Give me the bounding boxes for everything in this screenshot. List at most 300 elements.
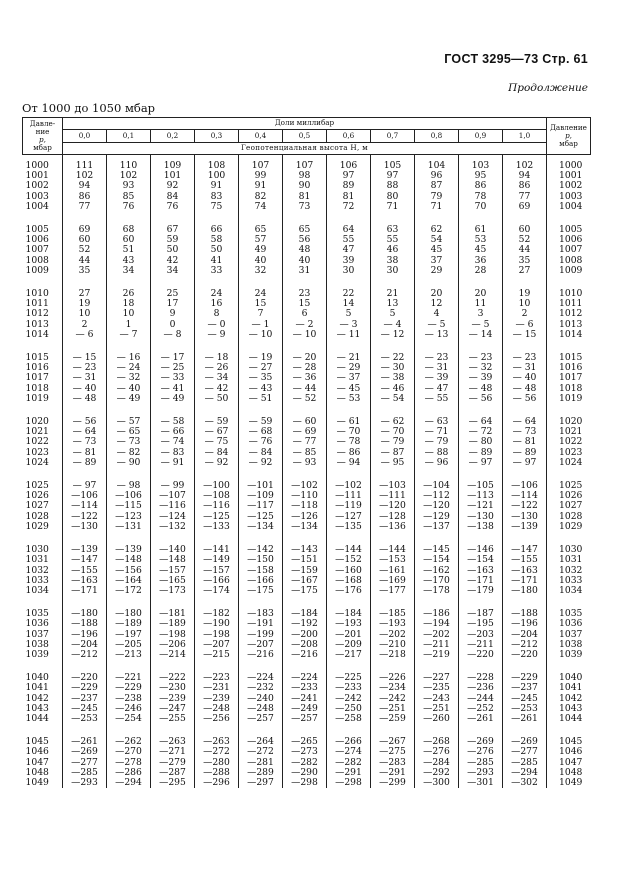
height-cell: 67 [151, 225, 195, 235]
height-cell: — 48 [503, 384, 547, 394]
height-cell: 25 [151, 289, 195, 299]
pressure-cell-right: 1015 [547, 353, 591, 363]
height-cell: — 78 [327, 437, 371, 447]
height-cell: 75 [195, 202, 239, 212]
height-cell: —268 [415, 737, 459, 747]
height-cell: 27 [503, 266, 547, 276]
height-cell: —277 [63, 758, 107, 768]
height-cell: 85 [107, 192, 151, 202]
height-cell: — 21 [327, 353, 371, 363]
height-cell: — 99 [151, 481, 195, 491]
pressure-cell: 1046 [25, 746, 49, 758]
height-cell: — 84 [239, 448, 283, 458]
pressure-cell-right: 1011 [547, 299, 591, 309]
pressure-cell-right: 1035 [547, 609, 591, 619]
height-cell: 32 [239, 266, 283, 276]
height-cell: — 24 [107, 363, 151, 373]
pressure-cell: 1020 [25, 416, 49, 428]
height-cell: 30 [327, 266, 371, 276]
height-cell: — 80 [459, 437, 503, 447]
height-cell: — 58 [151, 417, 195, 427]
height-cell: 55 [371, 235, 415, 245]
height-cell: — 94 [327, 458, 371, 468]
height-cell: —166 [239, 576, 283, 586]
height-cell: — 10 [283, 330, 327, 340]
height-cell: —139 [63, 545, 107, 555]
height-cell: — 59 [195, 417, 239, 427]
height-cell: 40 [239, 256, 283, 266]
height-cell: 18 [107, 299, 151, 309]
height-cell: 98 [283, 171, 327, 181]
height-cell: —217 [327, 650, 371, 660]
height-cell: 21 [371, 289, 415, 299]
height-cell: —168 [327, 576, 371, 586]
pressure-cell-right: 1014 [547, 330, 591, 340]
height-cell: —180 [503, 586, 547, 596]
height-cell: 77 [63, 202, 107, 212]
height-cell: —221 [107, 673, 151, 683]
height-cell: —196 [63, 630, 107, 640]
height-cell: — 26 [195, 363, 239, 373]
height-cell: 73 [283, 202, 327, 212]
height-cell: — 23 [459, 353, 503, 363]
height-cell: —298 [283, 778, 327, 788]
height-cell: —204 [63, 640, 107, 650]
pressure-cell-right: 1002 [547, 181, 591, 191]
height-cell: — 66 [151, 427, 195, 437]
pressure-cell-right: 1034 [547, 586, 591, 596]
table-row [23, 714, 591, 724]
height-cell: 19 [503, 289, 547, 299]
height-cell: —242 [371, 694, 415, 704]
height-cell: —254 [107, 714, 151, 724]
height-cell: 66 [195, 225, 239, 235]
fraction-caption: Доли миллибар [63, 118, 547, 130]
height-cell: 30 [371, 266, 415, 276]
height-cell: —269 [63, 747, 107, 757]
height-cell: —243 [415, 694, 459, 704]
height-cell: —148 [107, 555, 151, 565]
height-cell: — 49 [151, 394, 195, 404]
height-cell: 69 [503, 202, 547, 212]
height-cell: — 70 [327, 427, 371, 437]
height-cell: —134 [239, 522, 283, 532]
height-cell: — 45 [327, 384, 371, 394]
height-cell: 102 [503, 161, 547, 171]
height-cell: —116 [195, 501, 239, 511]
height-cell: —137 [415, 522, 459, 532]
pressure-cell-right: 1023 [547, 448, 591, 458]
height-cell: — 43 [239, 384, 283, 394]
height-cell: — 64 [63, 427, 107, 437]
height-cell: —156 [107, 566, 151, 576]
height-cell: —238 [107, 694, 151, 704]
height-cell: —120 [415, 501, 459, 511]
height-cell: —275 [371, 747, 415, 757]
height-cell: —234 [371, 683, 415, 693]
height-cell: 15 [283, 299, 327, 309]
height-cell: 71 [371, 202, 415, 212]
height-cell: 11 [459, 299, 503, 309]
height-cell: —285 [459, 758, 503, 768]
height-cell: — 1 [239, 320, 283, 330]
height-cell: —242 [327, 694, 371, 704]
height-cell: —255 [151, 714, 195, 724]
height-cell: — 89 [503, 448, 547, 458]
height-cell: —164 [107, 576, 151, 586]
height-cell: 80 [371, 192, 415, 202]
pressure-cell: 1034 [25, 584, 49, 596]
height-cell: —194 [415, 619, 459, 629]
height-cell: — 15 [503, 330, 547, 340]
height-cell: — 42 [195, 384, 239, 394]
pressure-cell: 1004 [25, 200, 49, 212]
pressure-cell: 1040 [25, 672, 49, 684]
height-cell: —266 [327, 737, 371, 747]
height-cell: —227 [415, 673, 459, 683]
height-cell: —109 [239, 491, 283, 501]
height-cell: 91 [239, 181, 283, 191]
height-cell: —148 [151, 555, 195, 565]
height-cell: —216 [239, 650, 283, 660]
height-cell: —220 [503, 650, 547, 660]
height-cell: —245 [503, 694, 547, 704]
height-cell: —130 [63, 522, 107, 532]
pressure-cell: 1019 [25, 392, 49, 404]
column-header: 0,0 [63, 130, 107, 143]
height-cell: 69 [63, 225, 107, 235]
height-cell: — 32 [459, 363, 503, 373]
height-cell: 82 [239, 192, 283, 202]
height-cell: —121 [459, 501, 503, 511]
pressure-cell: 1045 [25, 736, 49, 748]
height-cell: —295 [151, 778, 195, 788]
height-cell: —299 [371, 778, 415, 788]
height-cell: —188 [503, 609, 547, 619]
height-cell: 64 [327, 225, 371, 235]
height-cell: —248 [195, 704, 239, 714]
pressure-cell-right: 1000 [547, 161, 591, 171]
pressure-cell: 1027 [25, 500, 49, 512]
height-cell: 79 [415, 192, 459, 202]
height-cell: —191 [239, 619, 283, 629]
pressure-cell: 1030 [25, 544, 49, 556]
height-cell: —111 [371, 491, 415, 501]
pressure-cell-right: 1024 [547, 458, 591, 468]
height-cell: —247 [151, 704, 195, 714]
height-cell: —107 [151, 491, 195, 501]
height-cell: 101 [151, 171, 195, 181]
height-cell: —210 [371, 640, 415, 650]
height-cell: 41 [195, 256, 239, 266]
height-cell: —161 [371, 566, 415, 576]
height-cell: — 46 [371, 384, 415, 394]
height-cell: — 81 [63, 448, 107, 458]
pressure-cell-right: 1033 [547, 576, 591, 586]
height-cell: — 79 [415, 437, 459, 447]
height-cell: 44 [63, 256, 107, 266]
height-cell: — 40 [63, 384, 107, 394]
height-cell: 47 [327, 245, 371, 255]
height-cell: 35 [503, 256, 547, 266]
pressure-cell: 1016 [25, 362, 49, 374]
pressure-cell-right: 1049 [547, 778, 591, 788]
pressure-cell: 1026 [25, 490, 49, 502]
pressure-cell-right: 1047 [547, 758, 591, 768]
height-cell: —267 [371, 737, 415, 747]
height-cell: 34 [151, 266, 195, 276]
height-cell: —201 [327, 630, 371, 640]
height-cell: —205 [107, 640, 151, 650]
height-cell: 29 [415, 266, 459, 276]
height-cell: 2 [63, 320, 107, 330]
height-cell: 86 [503, 181, 547, 191]
height-cell: — 64 [503, 417, 547, 427]
height-cell: —179 [459, 586, 503, 596]
height-cell: — 97 [459, 458, 503, 468]
range-title: От 1000 до 1050 мбар [22, 101, 156, 115]
height-cell: — 73 [107, 437, 151, 447]
pressure-cell-right: 1017 [547, 373, 591, 383]
height-cell: —171 [63, 586, 107, 596]
height-cell: —163 [503, 566, 547, 576]
pressure-cell: 1017 [25, 372, 49, 384]
height-cell: — 93 [283, 458, 327, 468]
height-cell: —183 [239, 609, 283, 619]
pressure-cell: 1001 [25, 170, 49, 182]
height-cell: 68 [107, 225, 151, 235]
pressure-cell: 1012 [25, 308, 49, 320]
height-cell: 31 [283, 266, 327, 276]
height-cell: —185 [371, 609, 415, 619]
height-cell: —202 [371, 630, 415, 640]
pressure-cell-right: 1048 [547, 768, 591, 778]
height-cell: —282 [283, 758, 327, 768]
height-cell: —123 [107, 512, 151, 522]
height-cell: — 85 [283, 448, 327, 458]
height-cell: —252 [459, 704, 503, 714]
height-cell: 53 [459, 235, 503, 245]
height-cell: —130 [503, 512, 547, 522]
height-cell: —282 [327, 758, 371, 768]
pressure-cell-right: 1012 [547, 309, 591, 319]
height-cell: —166 [195, 576, 239, 586]
height-cell: —195 [459, 619, 503, 629]
height-cell: — 27 [239, 363, 283, 373]
height-cell: —222 [151, 673, 195, 683]
pressure-cell: 1041 [25, 682, 49, 694]
height-cell: — 7 [107, 330, 151, 340]
height-cell: —213 [107, 650, 151, 660]
height-cell: —108 [195, 491, 239, 501]
pressure-cell: 1007 [25, 244, 49, 256]
height-cell: 1 [107, 320, 151, 330]
height-cell: —220 [63, 673, 107, 683]
height-cell: — 47 [415, 384, 459, 394]
height-cell: —144 [327, 545, 371, 555]
height-cell: —224 [239, 673, 283, 683]
height-cell: 16 [195, 299, 239, 309]
height-cell: —145 [415, 545, 459, 555]
height-cell: 48 [283, 245, 327, 255]
height-cell: 10 [503, 299, 547, 309]
height-cell: —126 [283, 512, 327, 522]
height-cell: —184 [283, 609, 327, 619]
height-cell: 105 [371, 161, 415, 171]
height-cell: —100 [195, 481, 239, 491]
height-cell: —165 [151, 576, 195, 586]
pressure-cell-right: 1019 [547, 394, 591, 404]
height-cell: — 87 [371, 448, 415, 458]
height-cell: —290 [283, 768, 327, 778]
height-cell: —287 [151, 768, 195, 778]
height-cell: — 15 [63, 353, 107, 363]
height-cell: 58 [195, 235, 239, 245]
height-cell: —129 [415, 512, 459, 522]
height-cell: —233 [327, 683, 371, 693]
height-cell: 13 [371, 299, 415, 309]
height-cell: — 72 [459, 427, 503, 437]
height-cell: — 82 [107, 448, 151, 458]
pressure-cell-right: 1007 [547, 245, 591, 255]
height-cell: — 3 [327, 320, 371, 330]
height-cell: —122 [503, 501, 547, 511]
pressure-cell-right: 1005 [547, 225, 591, 235]
height-cell: 74 [239, 202, 283, 212]
height-cell: — 79 [371, 437, 415, 447]
height-cell: —253 [63, 714, 107, 724]
height-cell: —119 [327, 501, 371, 511]
pressure-cell: 1029 [25, 520, 49, 532]
height-cell: — 51 [239, 394, 283, 404]
height-cell: 86 [459, 181, 503, 191]
height-cell: —265 [283, 737, 327, 747]
pressure-cell-right: 1046 [547, 747, 591, 757]
height-cell: — 5 [459, 320, 503, 330]
column-header: 0,5 [283, 130, 327, 143]
height-cell: 93 [107, 181, 151, 191]
pressure-right-header: Давление p, мбар [547, 118, 591, 155]
height-cell: —214 [151, 650, 195, 660]
height-cell: — 22 [371, 353, 415, 363]
height-cell: — 20 [283, 353, 327, 363]
pressure-cell-right: 1036 [547, 619, 591, 629]
height-cell: —253 [503, 704, 547, 714]
height-cell: — 71 [415, 427, 459, 437]
height-cell: —196 [503, 619, 547, 629]
table-row [23, 394, 591, 404]
height-cell: —231 [195, 683, 239, 693]
height-cell: —276 [415, 747, 459, 757]
height-cell: —249 [283, 704, 327, 714]
height-cell: —226 [371, 673, 415, 683]
height-cell: —230 [151, 683, 195, 693]
geo-caption-row [23, 143, 591, 155]
height-cell: —291 [371, 768, 415, 778]
height-cell: —106 [63, 491, 107, 501]
height-cell: —239 [151, 694, 195, 704]
height-cell: —251 [371, 704, 415, 714]
height-cell: — 90 [107, 458, 151, 468]
height-cell: 76 [151, 202, 195, 212]
pressure-cell: 1000 [25, 160, 49, 171]
height-cell: 96 [415, 171, 459, 181]
height-cell: —198 [151, 630, 195, 640]
height-cell: 84 [151, 192, 195, 202]
column-header: 0,1 [107, 130, 151, 143]
height-cell: 20 [415, 289, 459, 299]
height-cell: —263 [151, 737, 195, 747]
height-cell: —285 [503, 758, 547, 768]
height-cell: 56 [283, 235, 327, 245]
pressure-cell-right: 1026 [547, 491, 591, 501]
height-cell: —212 [63, 650, 107, 660]
pressure-cell: 1036 [25, 618, 49, 630]
height-cell: 0 [151, 320, 195, 330]
height-cell: — 96 [415, 458, 459, 468]
height-cell: 54 [415, 235, 459, 245]
height-cell: —189 [151, 619, 195, 629]
height-cell: —175 [283, 586, 327, 596]
height-cell: 3 [459, 309, 503, 319]
height-cell: —212 [503, 640, 547, 650]
height-cell: — 33 [151, 373, 195, 383]
height-cell: 35 [63, 266, 107, 276]
height-cell: —102 [283, 481, 327, 491]
height-cell: 59 [151, 235, 195, 245]
pressure-cell-right: 1039 [547, 650, 591, 660]
height-cell: — 74 [151, 437, 195, 447]
height-cell: 94 [503, 171, 547, 181]
height-cell: — 97 [503, 458, 547, 468]
pressure-cell-right: 1006 [547, 235, 591, 245]
height-cell: —122 [63, 512, 107, 522]
height-cell: —285 [63, 768, 107, 778]
height-cell: —200 [283, 630, 327, 640]
height-cell: — 17 [151, 353, 195, 363]
height-cell: 78 [459, 192, 503, 202]
height-cell: —163 [459, 566, 503, 576]
height-cell: 22 [327, 289, 371, 299]
height-cell: 5 [371, 309, 415, 319]
height-cell: —278 [107, 758, 151, 768]
height-cell: — 31 [63, 373, 107, 383]
height-cell: 15 [239, 299, 283, 309]
pressure-cell-right: 1032 [547, 566, 591, 576]
height-cell: —111 [327, 491, 371, 501]
height-cell: — 60 [283, 417, 327, 427]
height-cell: 45 [459, 245, 503, 255]
pressure-cell-right: 1020 [547, 417, 591, 427]
height-cell: —114 [503, 491, 547, 501]
height-cell: —115 [107, 501, 151, 511]
height-cell: — 89 [459, 448, 503, 458]
pressure-cell-right: 1027 [547, 501, 591, 511]
height-cell: — 70 [371, 427, 415, 437]
height-cell: — 73 [63, 437, 107, 447]
height-cell: — 41 [151, 384, 195, 394]
height-cell: 94 [63, 181, 107, 191]
gost-page-header: ГОСТ 3295—73 Стр. 61 [444, 52, 588, 66]
height-cell: 23 [283, 289, 327, 299]
height-cell: —209 [327, 640, 371, 650]
pressure-cell-right: 1021 [547, 427, 591, 437]
height-cell: 9 [151, 309, 195, 319]
height-cell: —220 [459, 650, 503, 660]
height-cell: 10 [63, 309, 107, 319]
height-cell: — 19 [239, 353, 283, 363]
height-cell: —135 [327, 522, 371, 532]
